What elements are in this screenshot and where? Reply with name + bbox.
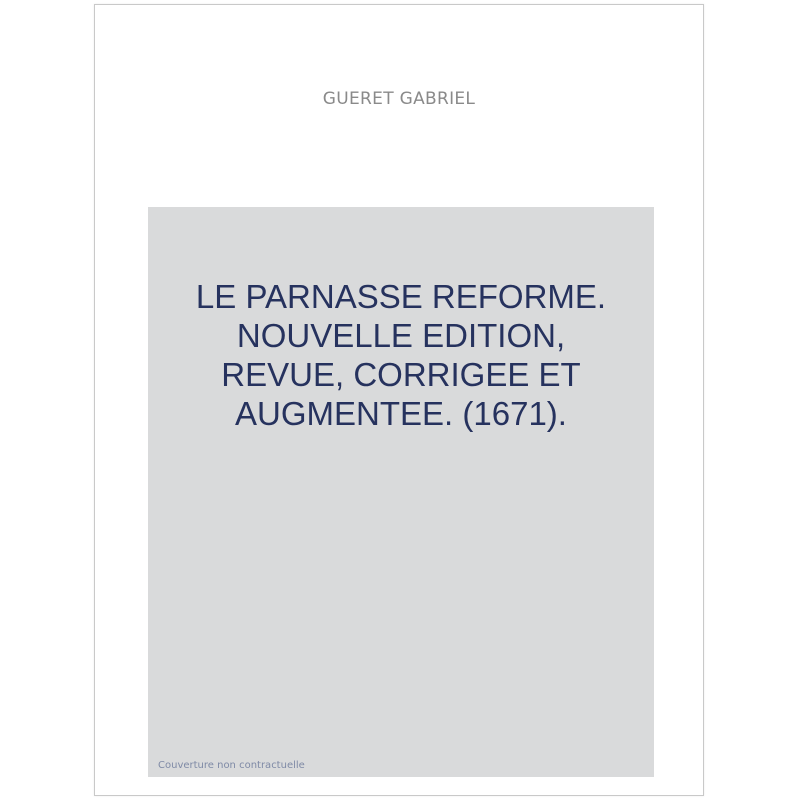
title-line: NOUVELLE EDITION, (236, 317, 566, 354)
title-panel (148, 207, 654, 777)
cover-disclaimer: Couverture non contractuelle (158, 760, 305, 771)
title-line: REVUE, CORRIGEE ET (221, 356, 581, 393)
book-cover (94, 4, 704, 796)
title-line: LE PARNASSE REFORME. (195, 278, 607, 315)
title-line: AUGMENTEE. (1671). (235, 395, 567, 432)
author-name: GUERET GABRIEL (322, 89, 476, 109)
book-title (148, 277, 654, 433)
